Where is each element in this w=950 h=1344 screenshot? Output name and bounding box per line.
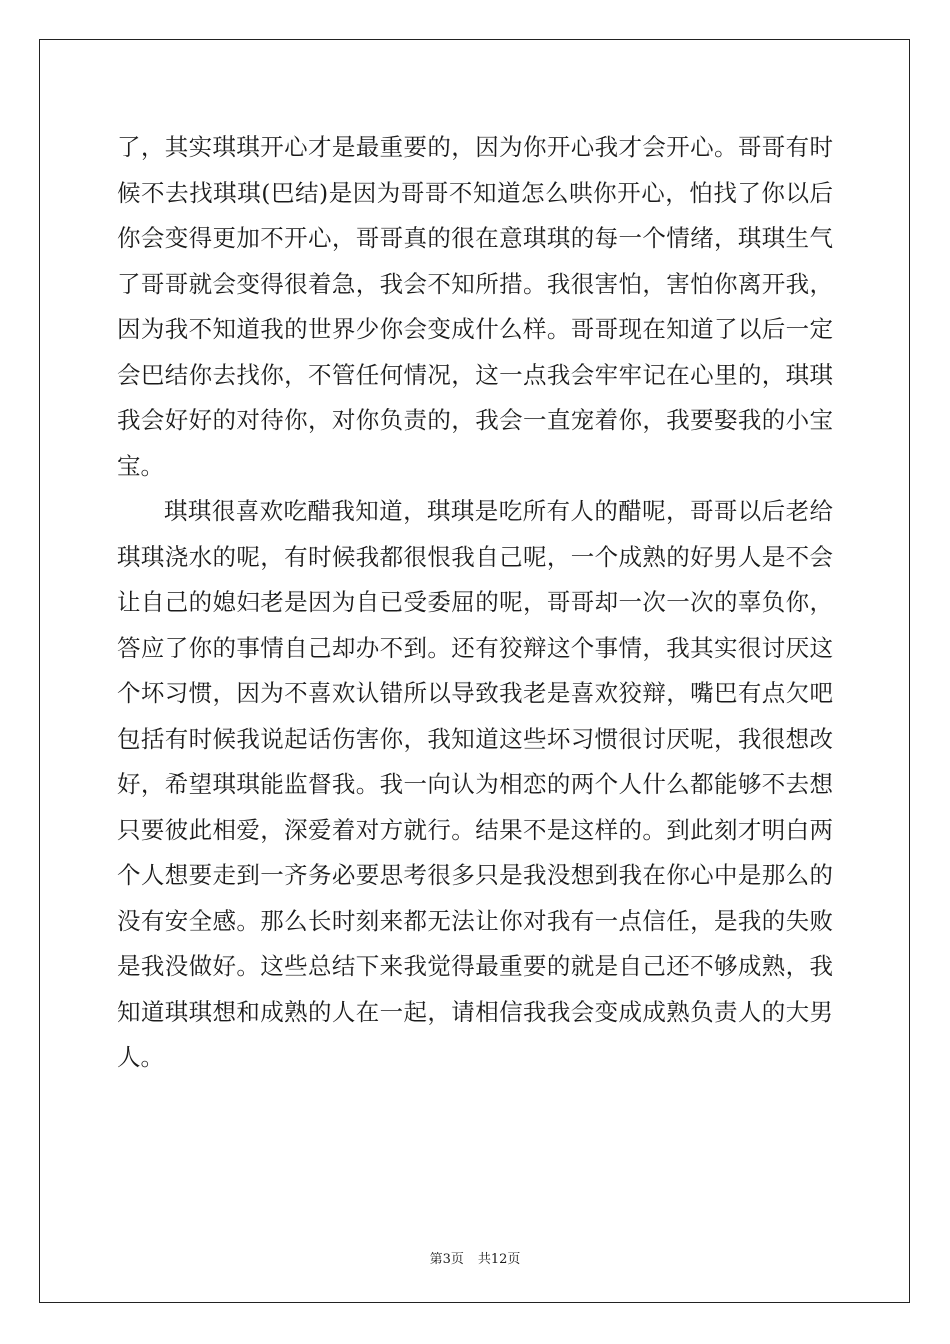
page-footer [0,1248,950,1267]
text-line: 是我没做好。这些总结下来我觉得最重要的就是自己还不够成熟，我 [117,952,833,980]
text-line: 琪琪浇水的呢，有时候我都很恨我自己呢，一个成熟的好男人是不会 [117,542,833,571]
text-line: 候不去找琪琪(巴结)是因为哥哥不知道怎么哄你开心，怕找了你以后 [117,178,833,207]
text-line: 了，其实琪琪开心才是最重要的，因为你开心我才会开心。哥哥有时 [117,133,833,161]
text-line: 因为我不知道我的世界少你会变成什么样。哥哥现在知道了以后一定 [117,315,833,343]
text-line: 人。 [117,1043,164,1071]
text-line: 知道琪琪想和成熟的人在一起，请相信我我会变成成熟负责人的大男 [117,997,833,1026]
text-line: 我会好好的对待你，对你负责的，我会一直宠着你，我要娶我的小宝 [117,406,833,434]
text-line: 宝。 [117,451,164,480]
page-number: 第3页 [429,1252,464,1267]
text-line: 个人想要走到一齐务必要思考很多只是我没想到我在你心中是那么的 [117,861,833,889]
text-line: 包括有时候我说起话伤害你，我知道这些坏习惯很讨厌呢，我很想改 [117,724,833,753]
page-total: 共12页 [477,1252,521,1267]
text-line: 让自己的媳妇老是因为自已受委屈的呢，哥哥却一次一次的辜负你， [117,588,833,616]
text-line: 个坏习惯，因为不喜欢认错所以导致我老是喜欢狡辩，嘴巴有点欠吧 [117,679,833,707]
paragraph [117,489,833,1081]
text-line: 没有安全感。那么长时刻来都无法让你对我有一点信任，是我的失败 [117,906,833,935]
text-line: 琪琪很喜欢吃醋我知道，琪琪是吃所有人的醋呢，哥哥以后老给 [164,497,833,525]
text-line: 只要彼此相爱，深爱着对方就行。结果不是这样的。到此刻才明白两 [117,815,833,844]
text-line: 答应了你的事情自己却办不到。还有狡辩这个事情，我其实很讨厌这 [117,633,833,662]
text-line: 好，希望琪琪能监督我。我一向认为相恋的两个人什么都能够不去想 [117,770,833,798]
text-line: 会巴结你去找你，不管任何情况，这一点我会牢牢记在心里的，琪琪 [117,360,833,389]
text-line: 了哥哥就会变得很着急，我会不知所措。我很害怕，害怕你离开我， [117,269,833,298]
document-body [117,125,833,1081]
paragraph [117,125,833,489]
text-line: 你会变得更加不开心，哥哥真的很在意琪琪的每一个情绪，琪琪生气 [117,224,833,252]
